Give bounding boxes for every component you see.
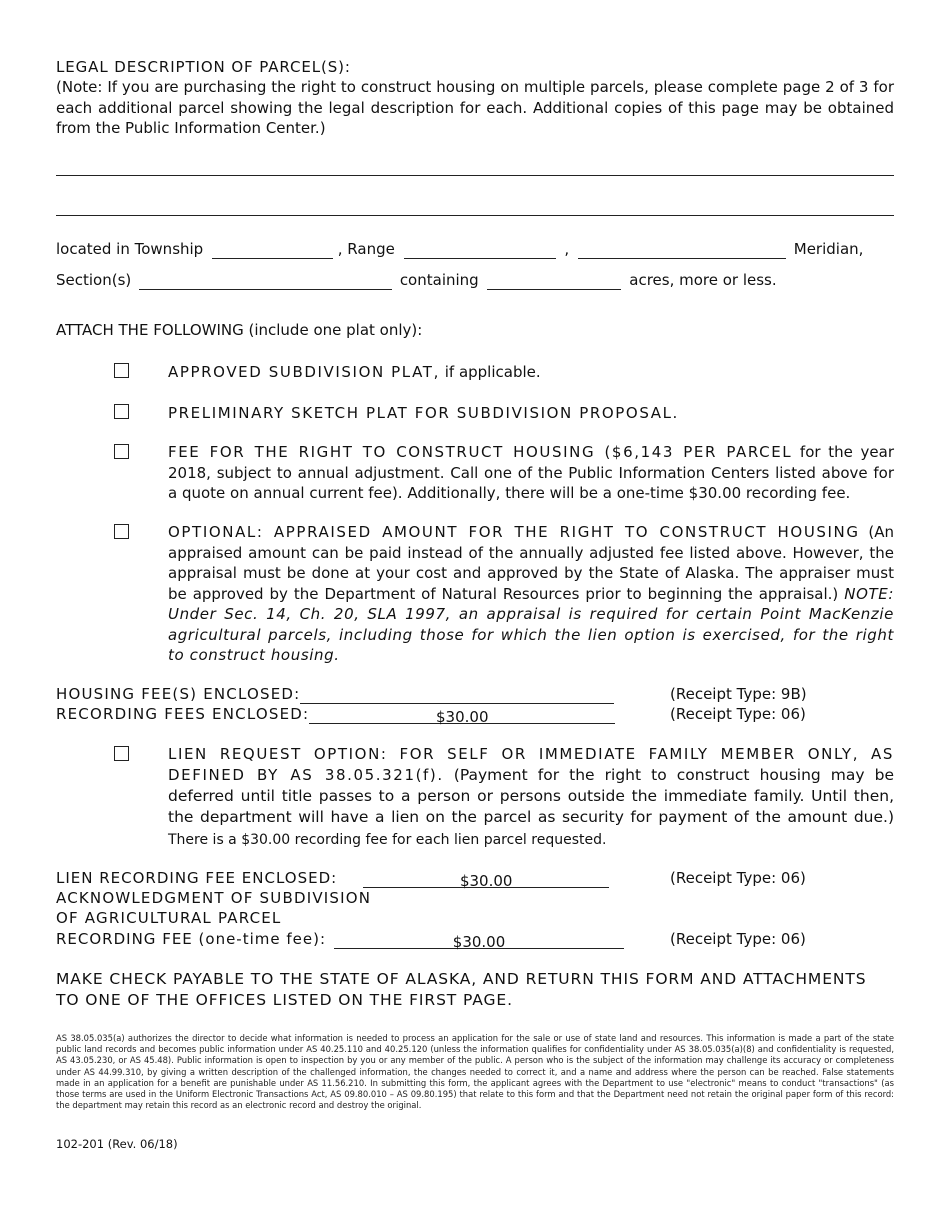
attach-heading: ATTACH THE FOLLOWING (include one plat only): xyxy=(56,321,423,339)
acres-field[interactable] xyxy=(487,273,621,290)
ack-receipt-type: (Receipt Type: 06) xyxy=(670,930,806,948)
legal-description-line-2[interactable] xyxy=(56,215,894,216)
recording-fee-label: RECORDING FEES ENCLOSED: xyxy=(56,705,310,723)
township-label: located in Township xyxy=(56,240,204,258)
legal-description-heading: LEGAL DESCRIPTION OF PARCEL(S): xyxy=(56,58,351,76)
township-field[interactable] xyxy=(212,242,333,259)
legal-description-line-1[interactable] xyxy=(56,175,894,176)
fee-caps: FEE FOR THE RIGHT TO CONSTRUCT HOUSING ($6,143 PER PARCEL xyxy=(168,443,793,461)
recording-fee-field[interactable]: $30.00 xyxy=(309,707,615,724)
housing-fee-label: HOUSING FEE(S) ENCLOSED: xyxy=(56,685,301,703)
approved-plat-rest: if applicable. xyxy=(439,363,541,381)
lien-caps: LIEN REQUEST OPTION: FOR SELF OR IMMEDIATE FAMILY MEMBER ONLY, AS DEFINED BY AS 38.05.321(f). xyxy=(168,745,894,784)
range-comma: , xyxy=(564,240,570,258)
ack-line-1: ACKNOWLEDGMENT OF SUBDIVISION xyxy=(56,889,372,907)
lien-item xyxy=(168,744,894,851)
appraisal-rest: (An appraised amount can be paid instead of the annually adjusted fee listed above. However, the appraisal must be done at your cost and approved by the State of Alaska. The appraiser must be approved by the Department of Natural Resources prior to beginning the appraisal.) xyxy=(168,523,895,603)
meridian-label: Meridian, xyxy=(793,240,864,258)
recording-receipt-type: (Receipt Type: 06) xyxy=(670,705,806,723)
appraisal-note: NOTE: Under Sec. 14, Ch. 20, SLA 1997, an appraisal is required for certain Point MacKenzie agricultural parcels, including those for which the lien option is exercised, for the right to construct housing. xyxy=(168,584,894,664)
lien-fee-row xyxy=(56,868,609,888)
containing-label: containing xyxy=(399,271,479,289)
sections-label: Section(s) xyxy=(56,271,132,289)
meridian-field[interactable] xyxy=(578,242,786,259)
lien-rest: (Payment for the right to construct housing may be deferred until title passes to a person or persons outside the immediate family. Until then, the department will have a lien on the parcel as security for payment of the amount due.) xyxy=(168,766,895,826)
housing-fee-field[interactable] xyxy=(300,687,614,704)
recording-fee-row xyxy=(56,704,615,724)
lien-fee-label: LIEN RECORDING FEE ENCLOSED: xyxy=(56,869,338,887)
legal-description-note: (Note: If you are purchasing the right to construct housing on multiple parcels, please complete page 2 of 3 for each additional parcel showing the legal description for each. Additional copies of this page may be obtained from the Public Information Center.) xyxy=(56,78,894,137)
lien-small: There is a $30.00 recording fee for each lien parcel requested. xyxy=(168,832,607,848)
ack-fee-label: RECORDING FEE (one-time fee): xyxy=(56,930,327,948)
lien-checkbox[interactable] xyxy=(114,746,129,761)
payable-instructions: MAKE CHECK PAYABLE TO THE STATE OF ALASKA, AND RETURN THIS FORM AND ATTACHMENTS TO ONE OF THE OFFICES LISTED ON THE FIRST PAGE. xyxy=(56,970,867,1009)
appraisal-caps: OPTIONAL: APPRAISED AMOUNT FOR THE RIGHT TO CONSTRUCT HOUSING xyxy=(168,523,860,541)
fee-item xyxy=(168,442,894,504)
appraisal-checkbox[interactable] xyxy=(114,524,129,539)
approved-plat-checkbox[interactable] xyxy=(114,363,129,378)
range-field[interactable] xyxy=(404,242,556,259)
township-row xyxy=(56,239,863,259)
fee-rest: for the year 2018, subject to annual adjustment. Call one of the Public Information Centers listed above for a quote on annual current fee). Additionally, there will be a one-time $30.00 recording fee. xyxy=(168,443,894,502)
form-number: 102-201 (Rev. 06/18) xyxy=(56,1137,178,1151)
lien-receipt-type: (Receipt Type: 06) xyxy=(670,869,806,887)
housing-receipt-type: (Receipt Type: 9B) xyxy=(670,685,807,703)
sections-row xyxy=(56,270,777,290)
sketch-plat-checkbox[interactable] xyxy=(114,404,129,419)
housing-fee-row xyxy=(56,684,614,704)
approved-plat-caps: APPROVED SUBDIVISION PLAT, xyxy=(168,363,440,381)
ack-line-2: OF AGRICULTURAL PARCEL xyxy=(56,909,282,927)
fee-checkbox[interactable] xyxy=(114,444,129,459)
ack-fee-field[interactable]: $30.00 xyxy=(334,932,624,949)
approved-plat-item xyxy=(168,362,894,382)
sections-field[interactable] xyxy=(139,273,392,290)
lien-fee-field[interactable]: $30.00 xyxy=(363,871,609,888)
acres-label: acres, more or less. xyxy=(629,271,777,289)
ack-fee-row xyxy=(56,929,624,949)
privacy-fine-print: AS 38.05.035(a) authorizes the director to decide what information is needed to process an application for the sale or use of state land and resources. This information is made a part of the state public land records and becomes public information under AS 40.25.110 and 40.25.120 (unless the information qualifies for confidentiality under AS 38.05.035(a)(8) and confidentiality is requested, AS 43.05.230, or AS 45.48). Public information is open to inspection by you or any member of the public. A person who is the subject of the information may challenge its accuracy or completeness under AS 44.99.310, by giving a written description of the challenged information, the changes needed to correct it, and a name and address where the person can be reached. False statements made in an application for a benefit are punishable under AS 11.56.210. In submitting this form, the applicant agrees with the Department to use "electronic" means to conduct "transactions" (as those terms are used in the Uniform Electronic Transactions Act, AS 09.80.010 – AS 09.80.195) that relate to this form and that the Department need not retain the original paper form of this record: the department may retain this record as an electronic record and destroy the original. xyxy=(56,1033,894,1111)
sketch-plat-item: PRELIMINARY SKETCH PLAT FOR SUBDIVISION PROPOSAL. xyxy=(168,404,679,422)
appraisal-item xyxy=(168,522,894,666)
range-label: , Range xyxy=(337,240,395,258)
